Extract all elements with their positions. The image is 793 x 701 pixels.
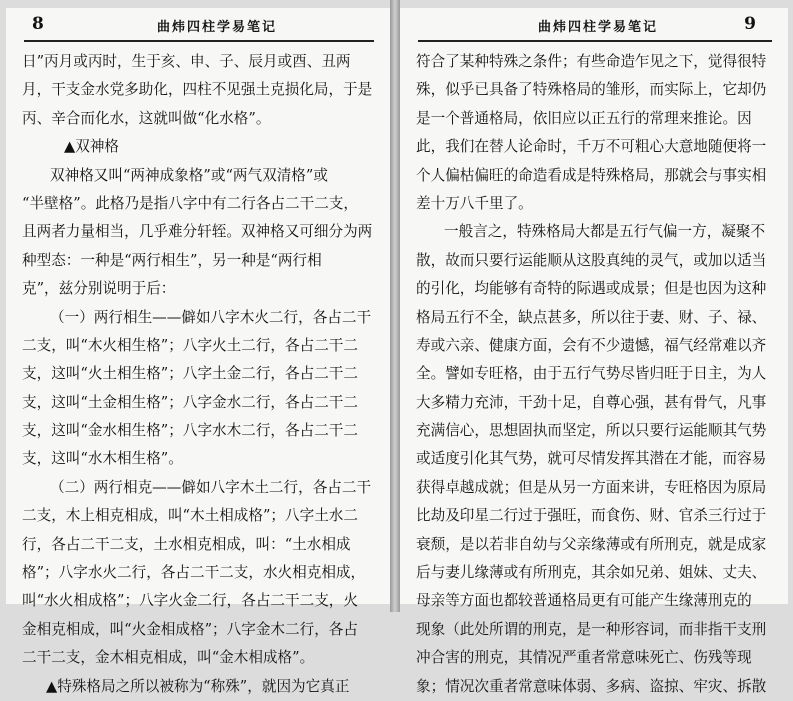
left-page-header	[24, 12, 374, 42]
text-line: 二支，叫“木火相生格”；八字火土二行，各占二干二	[22, 336, 358, 354]
text-line: 获得卓越成就；但是从另一方面来讲，专旺格因为原局	[416, 478, 767, 496]
text-line: 符合了某种特殊之条件；有些命造乍见之下，觉得很特	[416, 53, 767, 70]
right-page	[400, 8, 788, 695]
text-line: 此，我们在替人论命时，千万不可粗心大意地随便将一	[416, 138, 767, 156]
text-line: 象；情况次重者常意味体弱、多病、盗掠、牢灾、拆散	[416, 677, 767, 695]
text-line: 日”丙月或丙时，生于亥、申、子、辰月或酉、丑两	[22, 53, 351, 70]
right-page-number: 9	[744, 14, 756, 34]
section-heading: ▲双神格	[64, 138, 120, 156]
text-line: “半壁格”。此格乃是指八字中有二行各占二干二支，	[22, 194, 358, 212]
text-line: 支，这叫“土金相生格”；八字金水二行，各占二干二	[22, 393, 358, 411]
text-line: 后与妻儿缘薄或有所刑克，其余如兄弟、姐妹、丈夫、	[416, 564, 767, 582]
left-page-text	[22, 48, 376, 701]
text-line: 行，各占二干二支，土水相克相成，叫：“土水相成	[22, 535, 351, 553]
text-line: 月，干支金水党多助化，四柱不见强土克损化局，于是	[22, 81, 373, 99]
text-line: 格”；八字水火二行，各占二干二支，水火相克相成，	[22, 564, 366, 582]
right-running-title: 曲炜四柱学易笔记	[538, 20, 659, 35]
text-line: （二）两行相克——僻如八字木土二行，各占二干	[50, 478, 372, 496]
text-line: 格局五行不全，缺点甚多，所以往于妻、财、子、禄、	[416, 308, 767, 326]
text-line: 双神格又叫“两神成象格”或“两气双清格”或	[50, 166, 328, 184]
text-line: 的引化，均能够有奇特的际遇或成景；但是也因为这种	[416, 280, 767, 298]
text-line: 是一个普通格局，依旧应以正五行的常理来推论。因	[416, 109, 752, 127]
book-gutter	[390, 0, 400, 612]
text-line: 支，这叫“火土相生格”；八字土金二行，各占二干二	[22, 365, 358, 383]
text-line: 寿或六亲、健康方面，会有不少遗憾，福气经常难以齐	[416, 336, 767, 354]
text-line: 支，这叫“金水相生格”；八字水木二行，各占二干二	[22, 422, 358, 440]
text-line: 个人偏枯偏旺的命造看成是特殊格局，那就会与事实相	[416, 166, 767, 184]
text-line: 散，故而只要行运能顺从这股真纯的灵气，或加以适当	[416, 251, 767, 269]
text-line: 全。譬如专旺格，由于五行气势尽皆归旺于日主，为人	[416, 365, 767, 383]
text-line: 叫“水火相成格”；八字火金二行，各占二干二支，火	[22, 592, 358, 610]
text-line: 殊，似乎已具备了特殊格局的雏形，而实际上，它却仍	[416, 81, 767, 99]
text-line: 支，这叫“水木相生格”。	[22, 450, 183, 468]
text-line: 比劫及印星二行过于强旺，而食伤、财、官杀三行过于	[416, 507, 767, 525]
text-line: 大多精力充沛，干劲十足，自尊心强，甚有骨气，凡事	[416, 393, 767, 411]
left-page	[6, 8, 390, 695]
text-line: 克”，兹分别说明于后：	[22, 280, 176, 298]
text-line: 金相克相成，叫“火金相成格”；八字金木二行，各占	[22, 620, 358, 638]
text-line: 一般言之，特殊格局大都是五行气偏一方，凝聚不	[444, 223, 766, 241]
left-running-title: 曲炜四柱学易笔记	[156, 20, 278, 35]
text-line: 且两者力量相当，几乎难分轩轾。双神格又可细分为两	[22, 223, 373, 241]
text-line: 种型态：一种是“两行相生”，另一种是“两行相	[22, 251, 322, 269]
right-page-text	[416, 48, 774, 701]
text-line: 现象（此处所谓的刑克，是一种形容词，而非指干支刑	[416, 620, 767, 638]
text-line: 或适度引化其气势，就可尽情发挥其潜在才能，而容易	[416, 450, 767, 468]
left-page-number: 8	[32, 14, 44, 34]
text-line: 二干二支，金木相克相成，叫“金木相成格”。	[22, 649, 315, 667]
text-line: 充满信心，思想固执而坚定，所以只要行运能顺其气势	[416, 422, 767, 440]
text-line: 丙、辛合而化水，这就叫做“化水格”。	[22, 109, 271, 127]
section-heading: ▲特殊格局之所以被称为“称殊”，就因为它真正	[46, 677, 350, 695]
text-line: 差十万八千里了。	[416, 194, 533, 212]
text-line: 衰颓，是以若非自幼与父亲缘薄或有所刑克，就是成家	[416, 535, 767, 553]
right-page-header	[418, 12, 772, 42]
text-line: 二支，木上相克相成，叫“木土相成格”；八字土水二	[22, 507, 358, 525]
text-line: 冲合害的刑克，其情况严重者常意味死亡、伤残等现	[416, 649, 752, 667]
text-line: （一）两行相生——僻如八字木火二行，各占二干	[50, 308, 372, 326]
text-line: 母亲等方面也都较普通格局更有可能产生缘薄刑克的	[416, 592, 752, 610]
